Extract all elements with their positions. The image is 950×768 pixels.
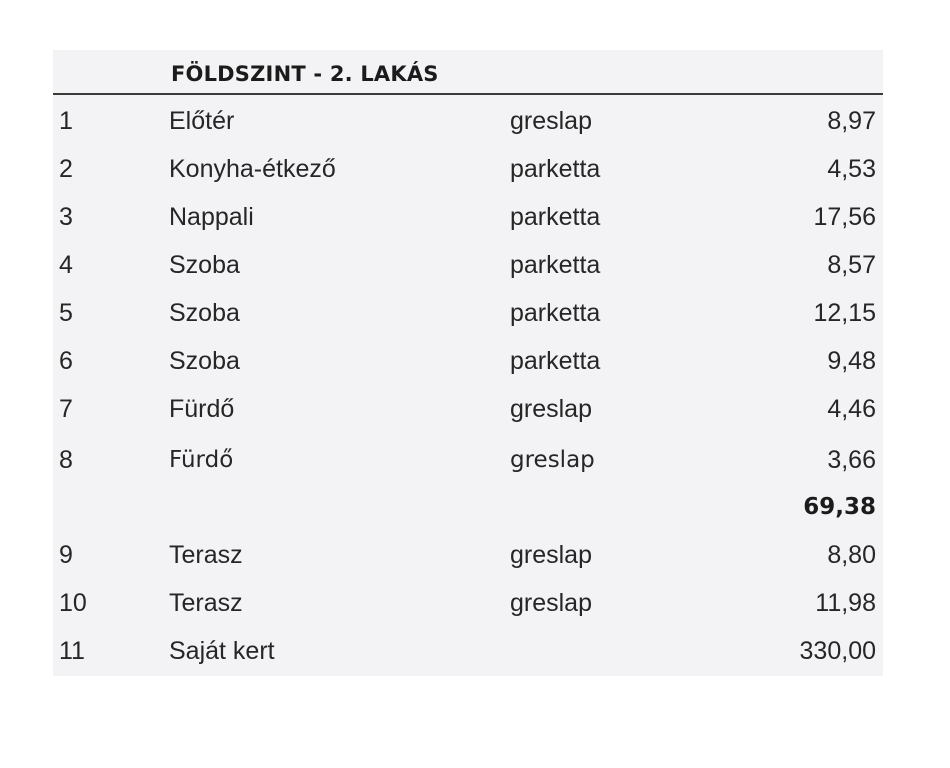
table-row [53, 579, 883, 627]
table-title: FÖLDSZINT - 2. LAKÁS [171, 62, 439, 86]
floor-type: parketta [510, 251, 601, 279]
table-row [53, 531, 883, 579]
table-row [53, 385, 883, 433]
row-number: 10 [59, 589, 87, 617]
floor-type: greslap [510, 447, 595, 473]
room-area: 3,66 [827, 446, 876, 474]
room-area: 11,98 [815, 589, 876, 617]
row-number: 7 [59, 395, 73, 423]
table-row [53, 193, 883, 241]
room-name: Előtér [169, 107, 235, 135]
room-name: Saját kert [169, 637, 275, 665]
row-number: 2 [59, 155, 73, 183]
room-name: Szoba [169, 347, 240, 375]
floor-type: greslap [510, 589, 592, 617]
room-area: 8,80 [827, 541, 876, 569]
area-table [53, 50, 883, 676]
floor-type: parketta [510, 347, 601, 375]
room-name: Fürdő [169, 395, 235, 423]
room-name: Szoba [169, 299, 240, 327]
room-name: Terasz [169, 541, 243, 569]
table-row [53, 241, 883, 289]
table-row [53, 289, 883, 337]
room-name: Terasz [169, 589, 243, 617]
floor-type: greslap [510, 107, 592, 135]
table-row [53, 145, 883, 193]
row-number: 6 [59, 347, 73, 375]
floor-type: greslap [510, 541, 592, 569]
room-area: 12,15 [813, 299, 876, 327]
row-number: 11 [59, 637, 85, 665]
room-area: 330,00 [799, 637, 876, 665]
row-number: 3 [59, 203, 73, 231]
table-row [53, 337, 883, 385]
table-row [53, 436, 883, 484]
floor-type: greslap [510, 395, 592, 423]
floor-type: parketta [510, 155, 601, 183]
table-row [53, 627, 883, 675]
floor-type: parketta [510, 299, 601, 327]
row-number: 4 [59, 251, 73, 279]
row-number: 9 [59, 541, 73, 569]
room-area: 4,53 [827, 155, 876, 183]
room-area: 9,48 [827, 347, 876, 375]
room-area: 17,56 [813, 203, 876, 231]
floor-type: parketta [510, 203, 601, 231]
table-row [53, 97, 883, 145]
subtotal-row [53, 483, 883, 531]
room-area: 8,97 [827, 107, 876, 135]
room-area: 4,46 [827, 395, 876, 423]
room-name: Szoba [169, 251, 240, 279]
row-number: 5 [59, 299, 73, 327]
room-area: 8,57 [827, 251, 876, 279]
room-name: Konyha-étkező [169, 155, 336, 183]
table-header [53, 50, 883, 95]
room-name: Nappali [169, 203, 254, 231]
row-number: 8 [59, 446, 73, 474]
subtotal-value: 69,38 [803, 494, 876, 520]
row-number: 1 [59, 107, 73, 135]
room-name: Fürdő [169, 447, 234, 473]
